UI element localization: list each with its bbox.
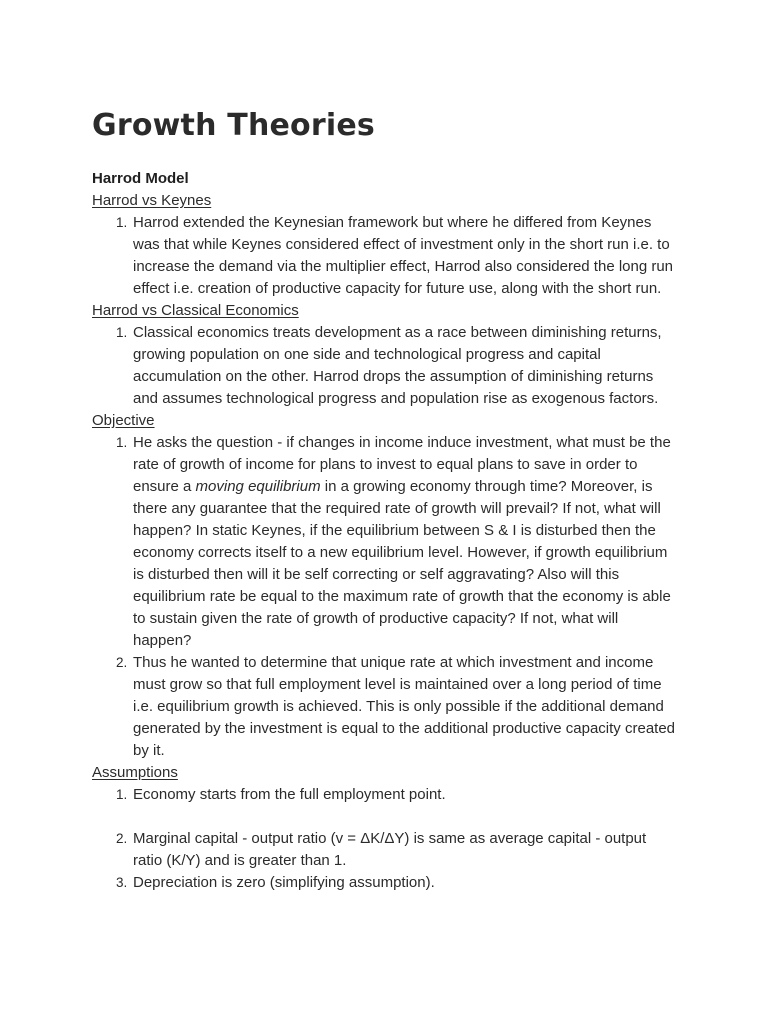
list-item-text-italic: moving equilibrium <box>195 478 321 495</box>
subheading-harrod-model: Harrod Model <box>92 170 189 187</box>
document-page <box>92 106 678 894</box>
section-harrod-vs-keynes <box>92 190 678 300</box>
list-item-text: Harrod extended the Keynesian framework but where he differed from Keynes was that while Keynes considered effect of investment only in the short run i.e. to increase the demand via the multiplier effect, Harrod also considered the long run effect i.e. creation of productive capacity for future use, along with the short run. <box>133 214 674 297</box>
list-assumptions <box>92 784 678 894</box>
list-item-text: Marginal capital - output ratio (v = ΔK/ΔY) is same as average capital - output ratio (K/Y) and is greater than 1. <box>133 830 647 869</box>
list-item-number: 3. <box>116 875 128 890</box>
list-harrod-vs-keynes <box>92 212 678 300</box>
list-item-number: 1. <box>116 215 128 230</box>
list-item-text: Classical economics treats development as a race between diminishing returns, growing population on one side and technological progress and capital accumulation on the other. Harrod drops the assumption of diminishing returns and assumes technological progress and population rise as exogenous factors. <box>133 324 662 407</box>
section-heading-objective: Objective <box>92 412 155 429</box>
list-item <box>92 432 678 652</box>
list-harrod-vs-classical <box>92 322 678 410</box>
section-heading-harrod-vs-classical: Harrod vs Classical Economics <box>92 302 299 319</box>
list-item-number: 2. <box>116 655 128 670</box>
list-item <box>92 784 678 806</box>
section-heading-harrod-vs-keynes: Harrod vs Keynes <box>92 192 212 209</box>
list-objective <box>92 432 678 762</box>
list-item <box>92 872 678 894</box>
section-harrod-vs-classical <box>92 300 678 410</box>
section-objective <box>92 410 678 762</box>
section-heading-assumptions: Assumptions <box>92 764 178 781</box>
page-title: Growth Theories <box>92 108 375 143</box>
list-item <box>92 212 678 300</box>
list-item-number: 1. <box>116 325 128 340</box>
list-item-text: Thus he wanted to determine that unique rate at which investment and income must grow so that full employment level is maintained over a long period of time i.e. equilibrium growth is achieved. This is only possible if the additional demand generated by the investment is equal to the additional productive capacity created by it. <box>133 654 676 759</box>
list-item-text-after: in a growing economy through time? Moreover, is there any guarantee that the required rate of growth will prevail? If not, what will happen? In static Keynes, if the equilibrium between S & I is disturbed then the economy corrects itself to a new equilibrium level. However, if growth equilibrium is disturbed then will it be self correcting or self aggravating? Also will this equilibrium rate be equal to the maximum rate of growth that the economy is able to sustain given the rate of growth of productive capacity? If not, what will happen? <box>133 478 671 649</box>
list-item <box>92 322 678 410</box>
list-item <box>92 652 678 762</box>
list-item-text: Depreciation is zero (simplifying assumption). <box>133 874 435 891</box>
list-item-number: 2. <box>116 831 128 846</box>
list-item-number: 1. <box>116 435 128 450</box>
list-item-number: 1. <box>116 787 128 802</box>
list-item-text-before: He asks the question - if changes in income induce investment, what must be the rate of growth of income for plans to invest to equal plans to save in order to ensure a <box>133 434 671 495</box>
section-assumptions <box>92 762 678 894</box>
list-item <box>92 828 678 872</box>
list-item-text: Economy starts from the full employment point. <box>133 786 446 803</box>
